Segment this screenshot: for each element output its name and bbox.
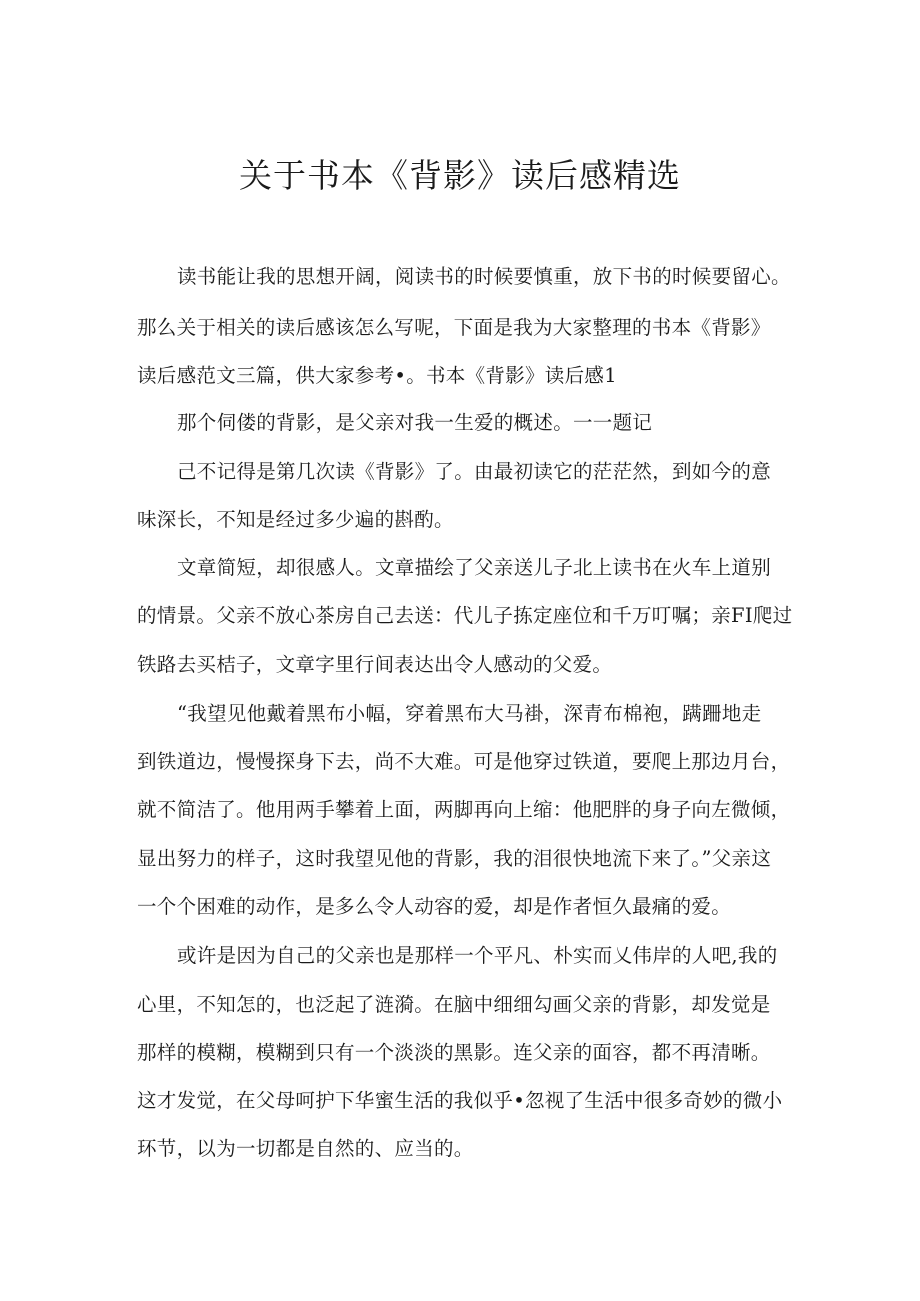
paragraph-line: 的情景。父亲不放心茶房自己去送：代儿子拣定座位和千万叮嘱；亲FI爬过 xyxy=(137,604,793,627)
document-title: 关于书本《背影》读后感精选 xyxy=(239,156,681,196)
paragraph-line: 一个个困难的动作，是多么令人动容的爱，却是作者恒久最痛的爱。 xyxy=(137,895,732,918)
paragraph-line: 文章简短，却很感人。文章描绘了父亲送儿子北上读书在火车上道别 xyxy=(177,556,772,579)
paragraph-line: 环节，以为一切都是自然的、应当的。 xyxy=(137,1137,474,1160)
paragraph-line: 显出努力的样子，这时我望见他的背影，我的泪很快地流下来了。”父亲这 xyxy=(137,847,772,870)
paragraph-line: 那样的模糊，模糊到只有一个淡淡的黑影。连父亲的面容，都不再清晰。 xyxy=(137,1041,771,1064)
paragraph-line: 己不记得是第几次读《背影》了。由最初读它的茫茫然，到如今的意 xyxy=(177,460,772,483)
paragraph-line: 或许是因为自己的父亲也是那样一个平凡、朴实而乂伟岸的人吧,我的 xyxy=(177,944,778,967)
paragraph-line: 到铁道边，慢慢探身下去，尚不大难。可是他穿过铁道，要爬上那边月台， xyxy=(137,750,791,773)
paragraph-line: 铁路去买桔子，文章字里行间表达出令人感动的父爱。 xyxy=(137,653,613,676)
paragraph-line: 那个伺偻的背影，是父亲对我一生爱的概述。一一题记 xyxy=(177,411,653,434)
paragraph-line: 心里，不知怎的，也泛起了涟漪。在脑中细细勾画父亲的背影，却发觉是 xyxy=(137,993,771,1016)
paragraph-line: 这才发觉，在父母呵护下华蜜生活的我似乎•忽视了生活中很多奇妙的微小 xyxy=(137,1089,783,1112)
paragraph-line: 读书能让我的思想开阔，阅读书的时候要慎重，放下书的时候要留心。 xyxy=(177,265,791,288)
paragraph-line: “我望见他戴着黑布小幅，穿着黑布大马褂，深青布棉袍，蹒跚地走 xyxy=(177,702,762,725)
paragraph-line: 味深长，不知是经过多少遍的斟酌。 xyxy=(137,508,454,531)
paragraph-line: 读后感范文三篇，供大家参考•。书本《背影》读后感1 xyxy=(137,364,617,387)
paragraph-line: 就不简洁了。他用两手攀着上面，两脚再向上缩：他肥胖的身子向左微倾， xyxy=(137,798,791,821)
paragraph-line: 那么关于相关的读后感该怎么写呢，下面是我为大家整理的书本《背影》 xyxy=(137,316,771,339)
